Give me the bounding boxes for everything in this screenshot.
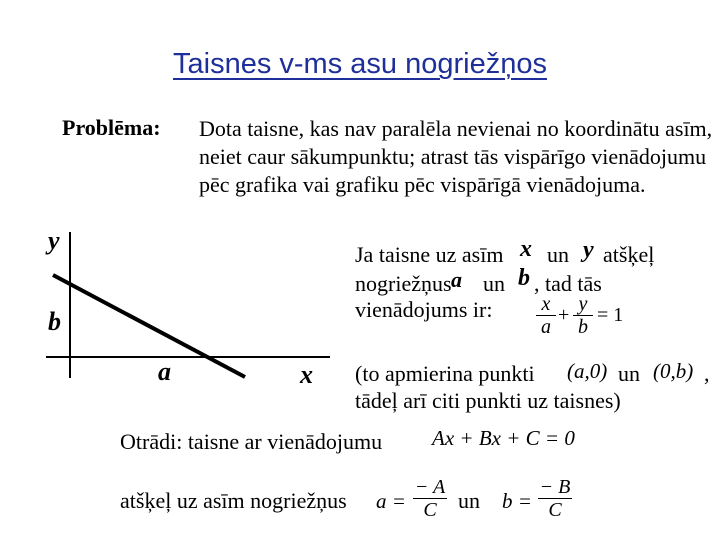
points-text-start: (to apmierina punkti (355, 361, 535, 386)
intercept-a-var: a (451, 267, 462, 292)
intercept-line1-end: atšķeļ (603, 242, 655, 267)
intercept-line3: vienādojums ir: (355, 297, 493, 322)
eq-plus: + (558, 304, 570, 326)
intercept-line2-un: un (483, 271, 505, 296)
graph-line (53, 275, 245, 377)
eq-fraction-x-a: x a (536, 293, 556, 338)
general-equation: Ax + Bx + C = 0 (432, 426, 575, 450)
reverse-text: Otrādi: taisne ar vienādojumu (120, 429, 383, 454)
b-intercept-label: b (48, 307, 61, 336)
intercept-line1-un: un (547, 242, 569, 267)
point-a0: (a,0) (567, 359, 608, 383)
a-intercept-label: a (158, 357, 171, 386)
cuts-text: atšķeļ uz asīm nogriežņus (120, 488, 347, 513)
problem-label: Problēma: (62, 115, 161, 140)
x-axis-label: x (300, 360, 313, 389)
intercept-line1-start: Ja taisne uz asīm (355, 242, 504, 267)
intercept-line2-end: , tad tās (534, 271, 602, 296)
a-formula-fraction: − A C (414, 476, 446, 521)
eq-fraction-y-b: y b (573, 293, 593, 338)
points-text-line2: tādeļ arī citi punkti uz taisnes) (355, 388, 621, 413)
b-formula-fraction: − B C (539, 476, 571, 521)
point-0b: (0,b) (653, 359, 694, 383)
intercept-y-var: y (583, 237, 594, 263)
a-formula-lhs: a = (376, 489, 406, 513)
points-un: un (618, 361, 640, 386)
y-axis-label: y (48, 226, 60, 255)
b-formula-lhs: b = (502, 489, 532, 513)
problem-text: Dota taisne, kas nav paralēla nevienai no koordinātu asīm, neiet caur sākumpunktu; atrast tās vispārīgo vienādojumu pēc grafika vai grafiku pēc vispārīgā vienādojuma. (199, 116, 713, 197)
intercept-b-var: b (518, 265, 530, 291)
eq-equals-one: = 1 (597, 304, 624, 326)
intercept-x-var: x (520, 236, 532, 262)
cuts-un: un (458, 488, 480, 513)
intercept-line2-start: nogriežņus (355, 271, 452, 296)
page-title: Taisnes v-ms asu nogriežņos (173, 48, 547, 80)
points-comma: , (704, 361, 710, 386)
